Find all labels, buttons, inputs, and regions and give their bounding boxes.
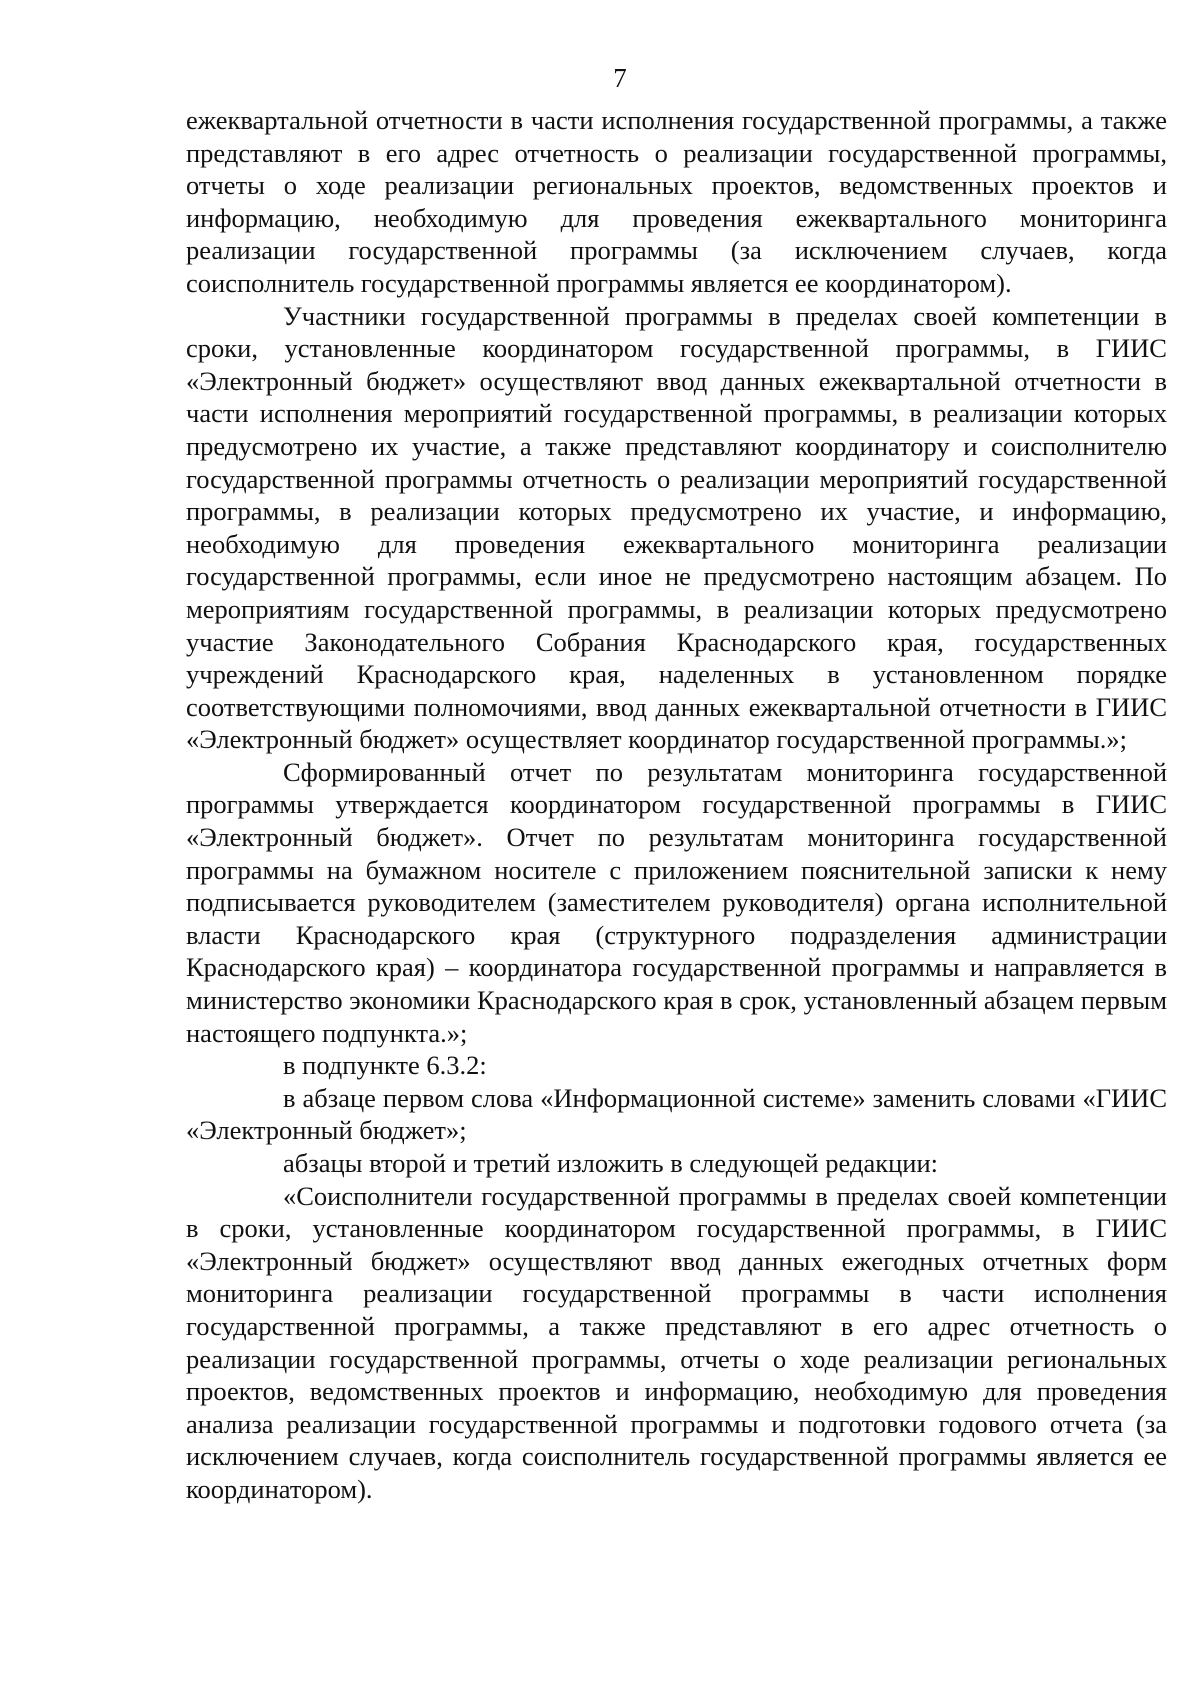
document-body: [186, 104, 1167, 1506]
paragraph-report: Сформированный отчет по результатам мониторинга государственной программы утверждается координатором государственной программы в ГИИС «Электронный бюджет». Отчет по результатам мониторинга государственной программы на бумажном носителе с приложением пояснительной записки к нему подписывается руководителем (заместителем руководителя) органа исполнительной власти Краснодарского края (структурного подразделения администрации Краснодарского края) – координатора государственной программы и направляется в министерство экономики Краснодарского края в срок, установленный абзацем первым настоящего подпункта.»;: [186, 756, 1167, 1048]
paragraph-participants: Участники государственной программы в пределах своей компетенции в сроки, установленные координатором государственной программы, в ГИИС «Электронный бюджет» осуществляют ввод данных ежеквартальной отчетности в части исполнения мероприятий государственной программы, в реализации которых предусмотрено их участие, а также представляют координатору и соисполнителю государственной программы отчетность о реализации мероприятий государственной программы, в реализации которых предусмотрено их участие, и информацию, необходимую для проведения ежеквартального мониторинга реализации государственной программы, если иное не предусмотрено настоящим абзацем. По мероприятиям государственной программы, в реализации которых предусмотрено участие Законодательного Собрания Краснодарского края, государственных учреждений Краснодарского края, наделенных в установленном порядке соответствующими полномочиями, ввод данных ежеквартальной отчетности в ГИИС «Электронный бюджет» осуществляет координатор государственной программы.»;: [186, 300, 1167, 755]
paragraph-continuation: ежеквартальной отчетности в части исполнения государственной программы, а также представляют в его адрес отчетность о реализации государственной программы, отчеты о ходе реализации региональных проектов, ведомственных проектов и информацию, необходимую для проведения ежеквартального мониторинга реализации государственной программы (за исключением случаев, когда соисполнитель государственной программы является ее координатором).: [186, 105, 1167, 298]
paragraph-subclause: в подпункте 6.3.2:: [283, 1050, 487, 1081]
paragraph-co-executors: «Соисполнители государственной программы в пределах своей компетенции в сроки, установленные координатором государственной программы, в ГИИС «Электронный бюджет» осуществляют ввод данных ежегодных отчетных форм мониторинга реализации государственной программы в части исполнения государственной программы, а также представляют в его адрес отчетность о реализации государственной программы, отчеты о ходе реализации региональных проектов, ведомственных проектов и информацию, необходимую для проведения анализа реализации государственной программы и подготовки годового отчета (за исключением случаев, когда соисполнитель государственной программы является ее координатором).: [186, 1180, 1167, 1504]
paragraph-second-third: абзацы второй и третий изложить в следующей редакции:: [283, 1148, 938, 1178]
page-number: 7: [613, 63, 627, 93]
paragraph-first-abzats: в абзаце первом слова «Информационной системе» заменить словами «ГИИС «Электронный бюджет»;: [186, 1082, 1167, 1146]
